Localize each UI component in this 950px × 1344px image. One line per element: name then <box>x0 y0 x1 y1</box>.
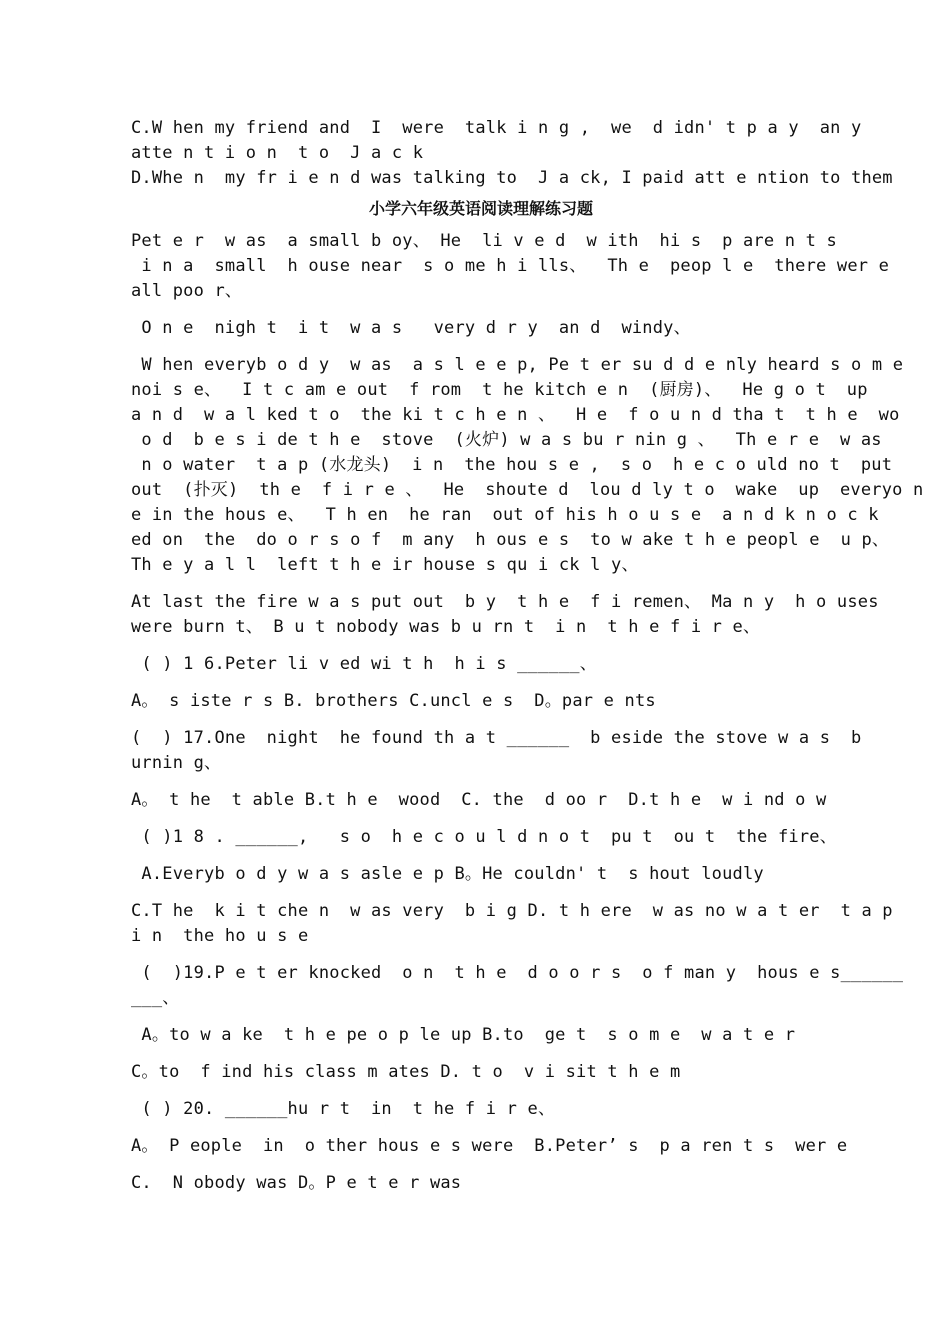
question-line: ( ) 1 6.Peter li v ed wi t h h i s ______、 <box>131 654 597 674</box>
question-19-options-cd <box>131 1060 831 1085</box>
passage-line: e in the hous e、 T h en he ran out of his h o u s e a n d k n o c k <box>131 505 879 525</box>
passage-paragraph-1 <box>131 229 890 304</box>
question-line: ( ) 20. ______hu r t in t he f i r e、 <box>131 1099 556 1119</box>
option-line: A。 t he t able B.t h e wood C. the d oo r D.t h e w i nd o w <box>131 790 827 810</box>
passage-line: n o water t a p (水龙头) i n the hou s e , s o h e c o uld no t put <box>131 455 893 475</box>
option-line: C.T he k i t che n w as very b i g D. t h ere w as no w a t er t a p <box>131 901 893 921</box>
question-18-options-ab <box>131 862 831 887</box>
option-line: A.Everyb o d y w a s asle e p B。He couldn' t s hout loudly <box>131 864 764 884</box>
option-c-line-1: C.W hen my friend and I were talk i n g , we d idn' t p a y an y <box>131 118 862 138</box>
passage-line: W hen everyb o d y w as a s l e e p, Pe t er su d d e nly heard s o m e <box>131 355 904 375</box>
passage-paragraph-2 <box>131 316 831 341</box>
question-16-stem <box>131 652 831 677</box>
passage-line: O n e nigh t i t w a s very d r y an d windy、 <box>131 318 691 338</box>
question-17-options <box>131 788 831 813</box>
question-20-options-ab <box>131 1134 848 1159</box>
option-line: A。to w a ke t h e pe o p le up B.to ge t s o m e w a t e r <box>131 1025 796 1045</box>
option-line: i n the ho u s e <box>131 926 309 946</box>
question-20-options-cd <box>131 1171 831 1196</box>
option-line: A。 s iste r s B. brothers C.uncl e s D。par e nts <box>131 691 656 711</box>
passage-line: o d b e s i de t h e stove (火炉) w a s bu r nin g 、 Th e r e w as <box>131 430 882 450</box>
question-17-stem <box>131 726 862 776</box>
option-line: C. N obody was D。P e t e r was <box>131 1173 462 1193</box>
passage-paragraph-4 <box>131 590 879 640</box>
option-line: C。to f ind his class m ates D. t o v i sit t h e m <box>131 1062 681 1082</box>
passage-line: At last the fire w a s put out b y t h e f i remen、 Ma n y h o uses <box>131 592 879 612</box>
previous-options <box>131 116 893 191</box>
question-line: urnin g、 <box>131 753 222 773</box>
question-19-options-ab <box>131 1023 831 1048</box>
worksheet-title: 小学六年级英语阅读理解练习题 <box>368 199 593 218</box>
question-line: ( )19.P e t er knocked o n t h e d o o r s o f man y hous e s______ <box>131 963 904 983</box>
passage-line: noi s e、 I t c am e out f rom t he kitch e n (厨房)、 He g o t up <box>131 380 868 400</box>
passage-line: were burn t、 B u t nobody was b u rn t i n t h e f i r e、 <box>131 617 761 637</box>
worksheet-page <box>131 116 924 1208</box>
passage-line: i n a small h ouse near s o me h i lls、 Th e peop l e there wer e <box>131 256 890 276</box>
passage-line: Th e y a l l left t h e ir house s qu i ck l y、 <box>131 555 639 575</box>
passage-line: out (扑灭) th e f i r e 、 He shoute d lou d ly t o wake up everyo n <box>131 480 924 500</box>
passage-line: Pet e r w as a small b oy、 He li v e d w ith hi s p are n t s <box>131 231 837 251</box>
option-line: A。 P eople in o ther hous e s were B.Peter’ s p a ren t s wer e <box>131 1136 848 1156</box>
option-d-line-1: D.Whe n my fr i e n d was talking to J a ck, I paid att e ntion to them <box>131 168 893 188</box>
question-19-stem <box>131 961 904 1011</box>
question-18-options-cd <box>131 899 893 949</box>
option-c-line-2: atte n t i o n t o J a c k <box>131 143 424 163</box>
passage-paragraph-3 <box>131 353 924 578</box>
question-18-stem <box>131 825 837 850</box>
question-line: ( ) 17.One night he found th a t ______ b eside the stove w a s b <box>131 728 862 748</box>
question-20-stem <box>131 1097 831 1122</box>
question-line: ___、 <box>131 988 180 1008</box>
question-line: ( )1 8 . ______, s o h e c o u l d n o t pu t ou t the fire、 <box>131 827 837 847</box>
question-16-options <box>131 689 831 714</box>
passage-line: a n d w a l ked t o the ki t c h e n 、 H e f o u n d tha t t h e wo <box>131 405 900 425</box>
passage-line: all poo r、 <box>131 281 243 301</box>
passage-line: ed on the do o r s o f m any h ous e s to w ake t h e peopl e u p、 <box>131 530 890 550</box>
